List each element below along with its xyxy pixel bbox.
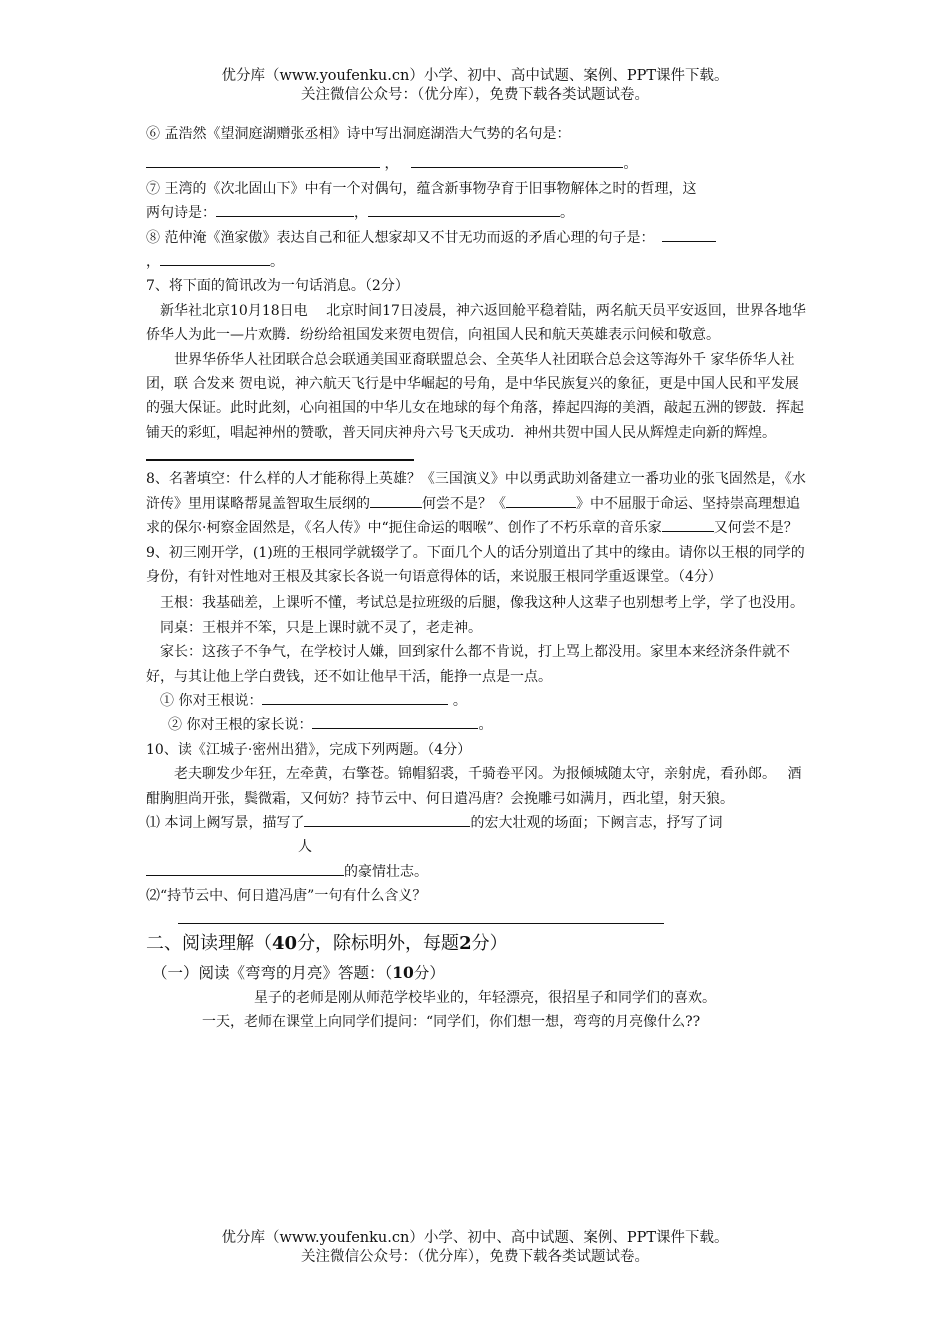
answer-blank[interactable] [662, 516, 714, 532]
q7-paragraph-1: 新华社北京10月18日电 北京时间17日凌晨，神六返回舱平稳着陆，两名航天员平安返回，世界各地华侨华人为此一—片欢腾．纷纷给祖国发来贺电贺信，向祖国人民和航天英雄表示问候和敬意。 [146, 302, 806, 344]
q10-sub-1-a: ⑴ 本词上阙写景，描写了 [146, 814, 305, 831]
header-line-1: 优分库（www.youfenku.cn）小学、初中、高中试题、案例、PPT课件下载。 [221, 68, 729, 84]
q8-text [146, 467, 810, 540]
q7-answer-line[interactable] [146, 459, 414, 461]
q10-sub-2: ⑵“持节云中、何日遣冯唐”一句有什么含义？ [146, 888, 427, 905]
q9-tongzhuo: 同桌：王根并不笨，只是上课时就不灵了，老走神。 [160, 619, 482, 636]
answer-blank[interactable] [662, 226, 716, 242]
q9-answer-1-label: ① 你对王根说： [160, 692, 263, 709]
passage-1-heading [146, 960, 810, 986]
answer-blank[interactable] [262, 689, 448, 705]
answer-blank[interactable] [146, 152, 380, 168]
section-2-title-b: 40 [272, 932, 298, 954]
q10-sub-1-c: 人 [298, 839, 312, 856]
q8-part-1: 8、名著填空：什么样的人才能称得上英雄？《三国演义》中以勇武助刘备建立一番功业的张飞固然是，《水浒传》里用谋略帮晁盖智取生辰纲的 [146, 471, 806, 512]
answer-blank[interactable] [216, 201, 354, 217]
q6-item-7-line1: ⑦ 王湾的《次北固山下》中有一个对偶句，蕴含新事物孕育于旧事物解体之时的哲理，这 [146, 180, 697, 197]
q6-item-8 [146, 226, 810, 250]
passage-1-heading-a: （一）阅读《弯弯的月亮》答题：（ [152, 963, 393, 982]
exam-content [146, 122, 810, 1034]
section-2-title-d: 2 [459, 932, 472, 954]
header-line-2: 关注微信公众号：（优分库），免费下载各类试题试卷。 [301, 87, 649, 103]
answer-blank[interactable] [312, 713, 478, 729]
q8-part-4: 又何尝不是？ [713, 520, 798, 537]
page-header [0, 67, 950, 105]
q8-part-3: 》中不屈服于命运、坚持崇高理想追求的保尔·柯察金固然是，《名人传》中“扼住命运的咽喉”、创作了不朽乐章的音乐家 [146, 495, 800, 537]
answer-blank[interactable] [506, 492, 576, 508]
q10-poem: 老夫聊发少年狂，左牵黄，右擎苍。锦帽貂裘，千骑卷平冈。为报倾城随太守，亲射虎，看孙郎。 酒酣胸胆尚开张，鬓微霜，又何妨？持节云中、何日遣冯唐？会挽雕弓如满月，西北望，射天狼。 [146, 766, 802, 807]
q10-sub-1 [146, 811, 810, 835]
q9-answer-1: ① 你对王根说： 。 [146, 689, 810, 713]
q7-title: 7、将下面的简讯改为一句话消息。（2分） [146, 278, 409, 295]
q6-item-7-line2: 两句诗是： ， 。 [146, 201, 810, 225]
section-2-title-c: 分，除标明外，每题 [297, 932, 460, 954]
answer-blank[interactable] [411, 152, 623, 168]
passage-1-paragraph-1: 星子的老师是刚从师范学校毕业的，年轻漂亮，很招星子和同学们的喜欢。 [254, 989, 716, 1006]
q9-wanggen: 王根：我基础差，上课听不懂，考试总是拉班级的后腿，像我这种人这辈子也别想考上学，学了也没用。 [160, 595, 804, 612]
q10-sub-1-d: 的豪情壮志。 [344, 863, 428, 880]
answer-blank[interactable] [370, 492, 422, 508]
footer-line-2: 关注微信公众号：（优分库），免费下载各类试题试卷。 [301, 1249, 649, 1265]
passage-1-heading-b: 10 [392, 962, 414, 982]
answer-blank[interactable] [304, 811, 470, 827]
q9-answer-2-label: ② 你对王根的家长说： [168, 717, 313, 734]
passage-1-paragraph-2: 一天，老师在课堂上向同学们提问：“同学们，你们想一想，弯弯的月亮像什么?? [202, 1014, 701, 1030]
section-2-title [146, 930, 810, 958]
section-2-title-e: 分） [471, 932, 508, 954]
q10-sub-1-b: 的宏大壮观的场面；下阙言志，抒写了词 [470, 814, 723, 831]
q9-jiazhang: 家长：这孩子不争气，在学校讨人嫌，回到家什么都不肯说，打上骂上都没用。家里本来经济条件就不好，与其让他上学白费钱，还不如让他早干活，能挣一点是一点。 [146, 644, 790, 685]
page-footer [0, 1229, 950, 1267]
q7-paragraph-2: 世界华侨华人社团联合总会联通美国亚裔联盟总会、全英华人社团联合总会这等海外千 家华侨华人社团，联 合发来 贺电说，神六航天飞行是中华崛起的号角，是中华民族复兴的象征，更是中国人民和平发展的强大保证。此时此刻，心向祖国的中华儿女在地球的每个角落，捧起四海的美酒，敲起五洲的锣鼓．挥起铺天的彩虹，唱起神州的赞歌，普天同庆神舟六号飞天成功．神州共贺中国人民从辉煌走向新的辉煌。 [146, 351, 804, 441]
q10-sub-1-cont [146, 860, 810, 884]
passage-1-heading-c: 分） [413, 963, 445, 982]
q10-title: 10、读《江城子·密州出猎》，完成下列两题。（4分） [146, 741, 472, 758]
section-2-title-a: 二、阅读理解（ [146, 932, 272, 954]
q6-item-6-answers: ， 。 [146, 152, 810, 176]
footer-line-1: 优分库（www.youfenku.cn）小学、初中、高中试题、案例、PPT课件下载。 [221, 1230, 729, 1246]
q6-item-6: ⑥ 孟浩然《望洞庭湖赠张丞相》诗中写出洞庭湖浩大气势的名句是： [146, 126, 571, 142]
q10-answer-line[interactable] [178, 923, 664, 924]
q6-item-7-label: 两句诗是： [146, 205, 216, 222]
answer-blank[interactable] [146, 860, 344, 876]
q9-answer-2: ② 你对王根的家长说： 。 [146, 713, 810, 737]
q9-title: 9、初三刚开学，(1)班的王根同学就辍学了。下面几个人的话分别道出了其中的缘由。请你以王根的同学的身份，有针对性地对王根及其家长各说一句语意得体的话，来说服王根同学重返课堂。（4分） [146, 544, 805, 585]
q8-part-2: 何尝不是？《 [422, 495, 506, 512]
q6-item-8-text: ⑧ 范仲淹《渔家傲》表达自己和征人想家却又不甘无功而返的矛盾心理的句子是： [146, 229, 655, 246]
q6-item-8-cont: ， 。 [146, 250, 810, 274]
answer-blank[interactable] [160, 250, 270, 266]
answer-blank[interactable] [368, 201, 560, 217]
